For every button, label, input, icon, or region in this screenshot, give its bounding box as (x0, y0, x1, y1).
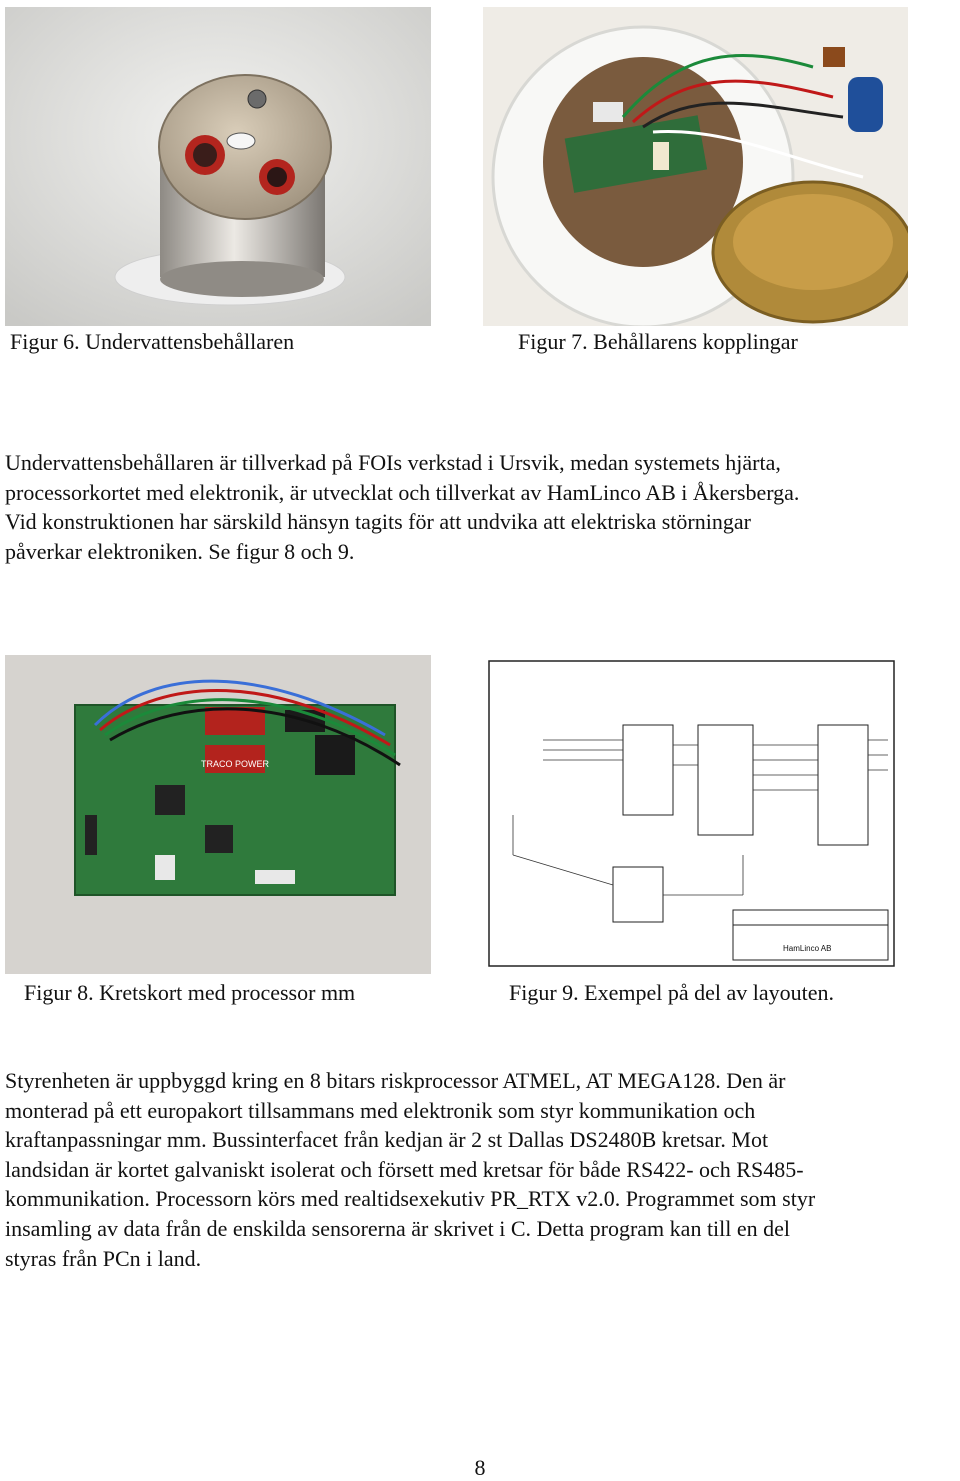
paragraph-2 (5, 1066, 957, 1273)
page-number: 8 (474, 1455, 486, 1480)
paragraph-2-line: kraftanpassningar mm. Bussinterfacet från kedjan är 2 st Dallas DS2480B kretsar. Mot (5, 1127, 769, 1153)
paragraph-2-line: styras från PCn i land. (5, 1245, 202, 1271)
paragraph-1-line: Vid konstruktionen har särskild hänsyn tagits för att undvika att elektriska störningar (5, 509, 751, 535)
paragraph-2-line: landsidan är kortet galvaniskt isolerat och försett med kretsar för både RS422- och RS485- (5, 1156, 804, 1182)
paragraph-2-line: Styrenheten är uppbyggd kring en 8 bitars riskprocessor ATMEL, AT MEGA128. Den är (5, 1068, 786, 1093)
paragraph-2-line: insamling av data från de enskilda sensorerna är skrivet i C. Detta program kan till en del (5, 1215, 791, 1241)
paragraph-1 (5, 448, 957, 566)
schematic-title-block-text: HamLinco AB (783, 944, 832, 953)
figure-8-photo (5, 655, 431, 974)
board-brand-text: TRACO POWER (200, 759, 270, 769)
figure-6-photo (5, 7, 431, 326)
figure-8-caption: Figur 8. Kretskort med processor mm (24, 980, 356, 1005)
figure-7-caption: Figur 7. Behållarens kopplingar (518, 329, 798, 354)
paragraph-1-line: Undervattensbehållaren är tillverkad på FOIs verkstad i Ursvik, medan systemets hjärta, (5, 450, 781, 475)
figure-6-caption: Figur 6. Undervattensbehållaren (10, 329, 295, 354)
paragraph-2-line: kommunikation. Processorn körs med realtidsexekutiv PR_RTX v2.0. Programmet som styr (5, 1186, 816, 1212)
paragraph-2-line: monterad på ett europakort tillsammans med elektronik som styr kommunikation och (5, 1097, 756, 1123)
paragraph-1-line: processorkortet med elektronik, är utvecklat och tillverkat av HamLinco AB i Åkersberga. (5, 479, 800, 505)
paragraph-1-line: påverkar elektroniken. Se figur 8 och 9. (5, 538, 355, 564)
figure-7-photo (483, 7, 908, 326)
figure-9-schematic (483, 655, 920, 974)
figure-9-caption: Figur 9. Exempel på del av layouten. (509, 980, 835, 1005)
